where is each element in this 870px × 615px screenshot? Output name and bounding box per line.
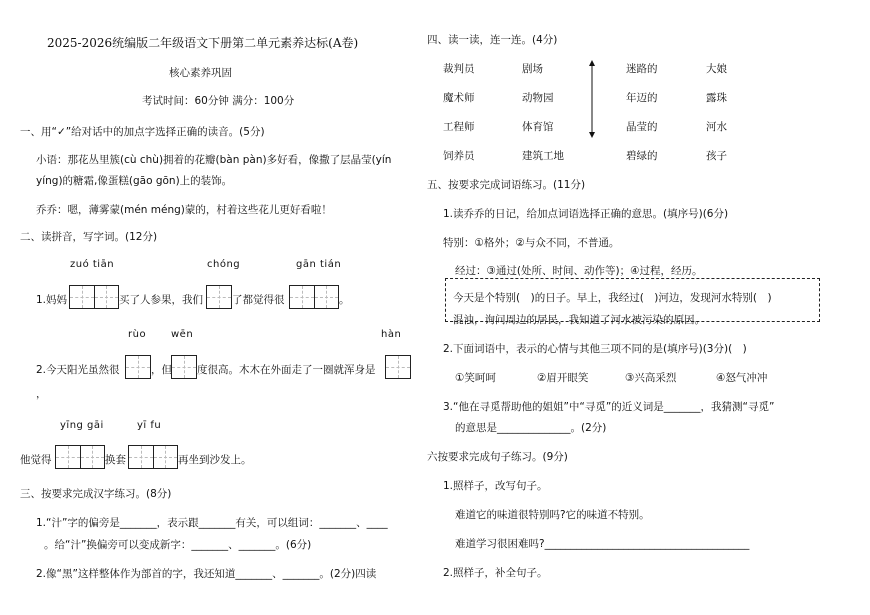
q2-s1-end: 。 [339, 294, 350, 306]
pinyin-yinggai: yīng gāi [60, 420, 104, 431]
match-left-2-1[interactable]: 动物园 [522, 92, 554, 104]
q4-heading: 四、读一读，连一连。(4分) [427, 34, 558, 46]
answer-grid-re[interactable] [125, 355, 151, 379]
q1-heading: 一、用“✓”给对话中的加点字选择正确的读音。(5分) [20, 126, 265, 138]
match-right-1-0[interactable]: 迷路的 [626, 63, 658, 75]
answer-grid-zuotian[interactable] [69, 285, 119, 309]
answer-grid-gantian[interactable] [289, 285, 339, 309]
q5-sub3-line-2: 的意思是______________。(2分) [455, 422, 607, 434]
exam-title: 2025-2026统编版二年级语文下册第二单元素养达标(A卷) [47, 36, 359, 50]
q3-line-2: 。给“汁”换偏旁可以变成新字：_______、_______。(6分) [44, 539, 312, 551]
match-right-1-1[interactable]: 年迈的 [626, 92, 658, 104]
q6-sub2: 2.照样子，补全句子。 [443, 567, 548, 579]
q2-s1-part2: 买了人参果，我们 [119, 294, 203, 306]
answer-grid-chong[interactable] [206, 285, 232, 309]
q5-option-3: ③兴高采烈 [625, 372, 677, 384]
q5-heading: 五、按要求完成词语练习。(11分) [427, 179, 586, 191]
q6-heading: 六按要求完成句子练习。(9分) [427, 451, 568, 463]
double-arrow-icon [589, 60, 595, 138]
pinyin-re: rùo [128, 329, 147, 340]
q3-line-3: 2.像“黑”这样整体作为部首的字，我还知道_______、_______。(2分)四读 [36, 568, 377, 580]
match-left-2-0[interactable]: 剧场 [522, 63, 543, 75]
pinyin-han: hàn [381, 329, 402, 340]
match-left-1-3[interactable]: 饲养员 [443, 150, 475, 162]
q3-heading: 三、按要求完成汉字练习。(8分) [20, 488, 172, 500]
q2-heading: 二、读拼音，写字词。(12分) [20, 231, 158, 243]
q5-option-1: ①笑呵呵 [455, 372, 496, 384]
q1-line-3: 乔乔：嗯，薄雾蒙(mén méng)蒙的，村着这些花儿更好看啦！ [36, 204, 332, 216]
answer-grid-yifu[interactable] [128, 445, 178, 469]
match-right-1-2[interactable]: 晶莹的 [626, 121, 658, 133]
match-right-1-3[interactable]: 碧绿的 [626, 150, 658, 162]
q6-example: 难道它的味道很特别吗?它的味道不特别。 [455, 509, 650, 521]
q6-task: 难道学习很困难吗?_______________________________________ [455, 538, 750, 550]
q5-sub3-line-1: 3.“他在寻觅帮助他的姐姐”中“寻觅”的近义词是_______，我猜测“寻觅” [443, 401, 775, 413]
match-left-2-3[interactable]: 建筑工地 [522, 150, 564, 162]
q2-s3-part3: 再坐到沙发上。 [178, 454, 252, 466]
match-left-1-0[interactable]: 裁判员 [443, 63, 475, 75]
q2-s3-part1: 他觉得 [20, 454, 52, 466]
answer-grid-han[interactable] [385, 355, 411, 379]
q2-s3-part2: 换套 [105, 454, 126, 466]
match-right-2-1[interactable]: 露珠 [706, 92, 727, 104]
exam-meta: 考试时间：60分钟 满分：100分 [142, 95, 295, 107]
q2-s1-part1: 1.妈妈 [36, 294, 68, 306]
diary-line-2: 混浊，询问周边的居民，我知道了河水被污染的原因。 [453, 314, 705, 326]
q5-sub2: 2.下面词语中，表示的心情与其他三项不同的是(填序号)(3分)( ) [443, 343, 747, 355]
match-right-2-3[interactable]: 孩子 [706, 150, 727, 162]
diary-line-1: 今天是个特别( )的日子。早上，我经过( )河边，发现河水特别( ) [453, 292, 772, 304]
match-right-2-0[interactable]: 大娘 [706, 63, 727, 75]
match-left-1-2[interactable]: 工程师 [443, 121, 475, 133]
q6-sub1: 1.照样子，改写句子。 [443, 480, 548, 492]
pinyin-wen: wēn [171, 329, 194, 340]
pinyin-yifu: yī fu [137, 420, 162, 431]
q5-def-1: 特别：①格外；②与众不同，不普通。 [443, 237, 620, 249]
q2-s2-part1: 2.今天阳光虽然很 [36, 364, 120, 376]
q5-option-4: ④怒气冲冲 [716, 372, 768, 384]
q2-s1-part3: 了都觉得很 [232, 294, 285, 306]
answer-grid-yinggai[interactable] [55, 445, 105, 469]
exam-subtitle: 核心素养巩固 [169, 67, 232, 79]
match-left-2-2[interactable]: 体育馆 [522, 121, 554, 133]
q5-def-2: 经过：③通过(处所、时间、动作等)；④过程，经历。 [455, 265, 703, 277]
pinyin-gantian: gān tián [296, 259, 342, 270]
q5-option-2: ②眉开眼笑 [537, 372, 589, 384]
q2-s2-end: ， [36, 388, 47, 400]
q2-s2-part3: 度很高。木木在外面走了一圈就浑身是 [197, 364, 376, 376]
q5-sub1: 1.读乔乔的日记，给加点词语选择正确的意思。(填序号)(6分) [443, 208, 729, 220]
q1-line-1: 小语：那花丛里簇(cù chù)拥着的花瓣(bàn pàn)多好看，像撒了层晶莹(yín [36, 154, 392, 166]
q3-line-1: 1.“汁”字的偏旁是_______，表示跟_______有关，可以组词：_______、____ [36, 517, 388, 529]
pinyin-zuotian: zuó tiān [70, 259, 115, 270]
answer-grid-wen[interactable] [171, 355, 197, 379]
q2-s2-part2: ，但 [151, 364, 172, 376]
q1-line-2: yíng)的糖霜,像蛋糕(gāo gōn)上的装饰。 [36, 175, 233, 187]
match-right-2-2[interactable]: 河水 [706, 121, 727, 133]
pinyin-chong: chóng [207, 259, 241, 270]
match-left-1-1[interactable]: 魔术师 [443, 92, 475, 104]
